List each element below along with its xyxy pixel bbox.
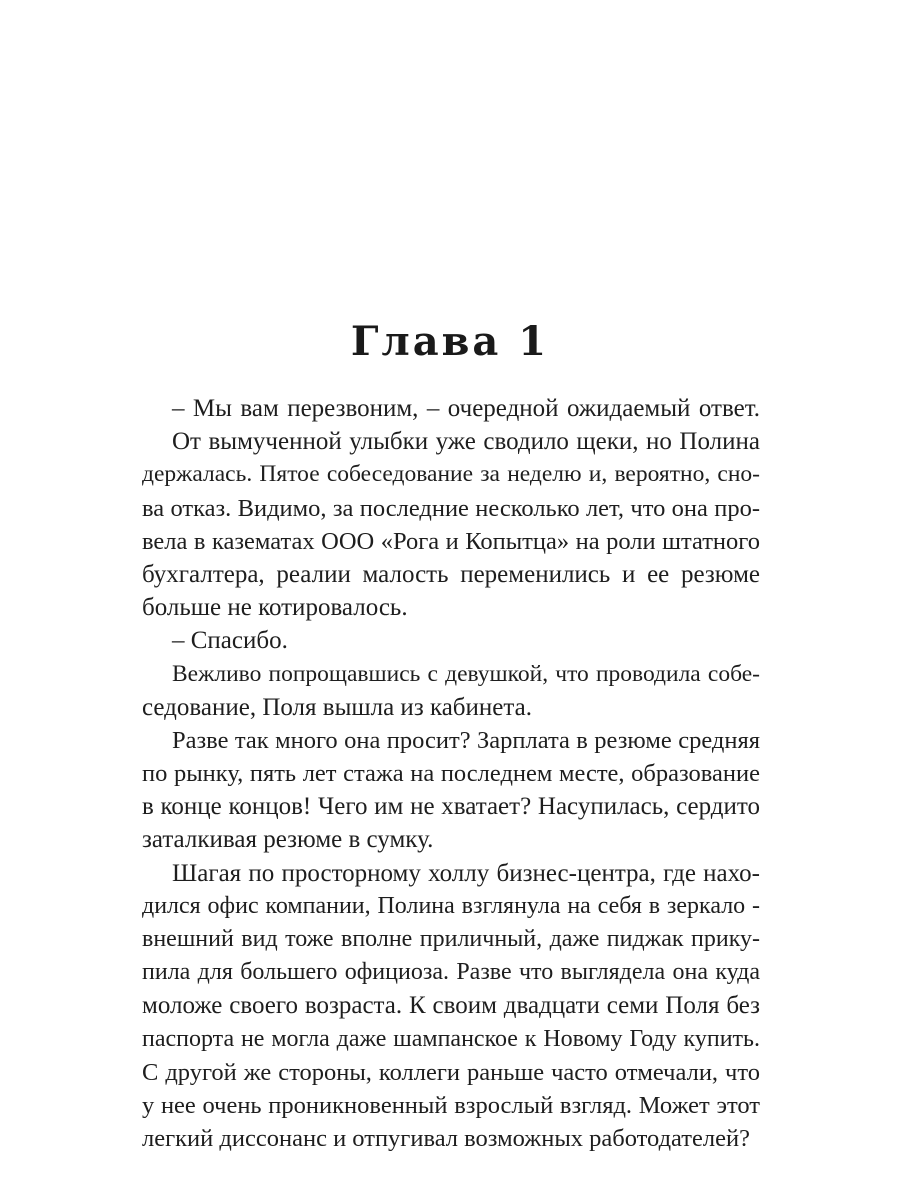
text-line: Разве так много она просит? Зарплата в резюме средняя xyxy=(172,726,760,754)
text-line: у нее очень проникновенный взрослый взгляд. Может этот xyxy=(142,1091,760,1119)
text-line: Вежливо попрощавшись с девушкой, что проводила собе- xyxy=(172,660,760,687)
text-line: С другой же стороны, коллеги раньше часто отмечали, что xyxy=(142,1058,760,1086)
text-line: Шагая по просторному холлу бизнес-центра, где нахо- xyxy=(172,859,760,887)
text-line: внешний вид тоже вполне приличный, даже пиджак прику- xyxy=(142,926,760,952)
text-line: вела в казематах ООО «Рога и Копытца» на роли штатного xyxy=(142,527,760,555)
text-line: – Спасибо. xyxy=(172,627,288,655)
text-line: моложе своего возраста. К своим двадцати семи Поля без xyxy=(142,992,760,1020)
text-line: От вымученной улыбки уже сводило щеки, но Полина xyxy=(172,428,760,456)
text-line: больше не котировалось. xyxy=(142,594,408,622)
text-line: по рынку, пять лет стажа на последнем месте, образование xyxy=(142,760,760,788)
text-line: седование, Поля вышла из кабинета. xyxy=(142,693,532,721)
text-line: ва отказ. Видимо, за последние несколько лет, что она про- xyxy=(142,494,760,522)
chapter-body xyxy=(142,392,760,1155)
text-line: держалась. Пятое собеседование за неделю и, вероятно, сно- xyxy=(142,461,760,488)
text-line: заталкивая резюме в сумку. xyxy=(142,826,434,854)
text-line: бухгалтера, реалии малость переменились и ее резюме xyxy=(142,560,760,588)
text-line: – Мы вам перезвоним, – очередной ожидаемый ответ. xyxy=(172,395,760,422)
text-line: паспорта не могла даже шампанское к Новому Году купить. xyxy=(142,1025,760,1052)
chapter-title: Глава 1 xyxy=(350,318,550,365)
text-line: пила для большего официоза. Разве что выглядела она куда xyxy=(142,959,760,986)
text-line: дился офис компании, Полина взглянула на себя в зеркало - xyxy=(142,892,760,919)
text-line: в конце концов! Чего им не хватает? Насупилась, сердито xyxy=(142,793,760,821)
text-line: легкий диссонанс и отпугивал возможных работодателей? xyxy=(142,1125,750,1153)
